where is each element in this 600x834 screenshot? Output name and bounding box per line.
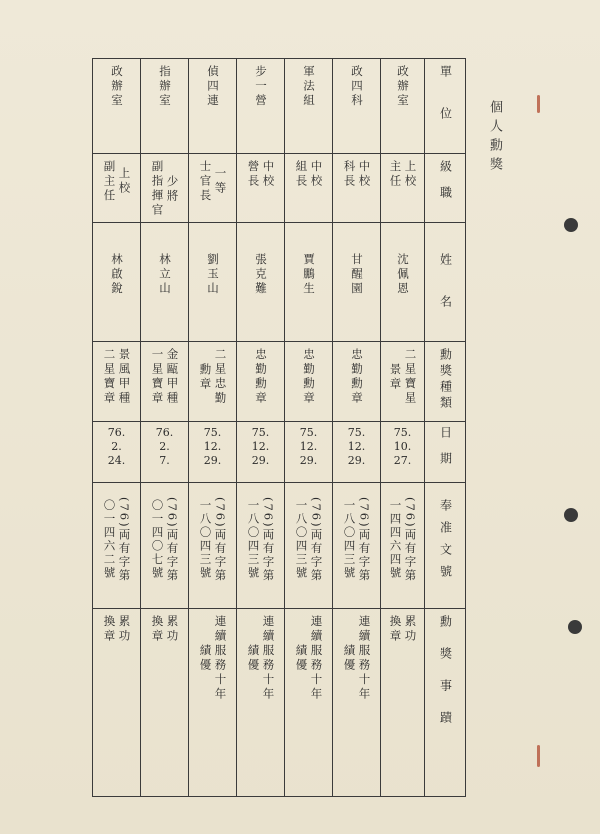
award-cell: 忠勤勳章	[350, 348, 364, 406]
header-doc: 奉准文號	[438, 499, 453, 587]
awards-table	[92, 58, 466, 797]
name-cell: 林啟銳	[110, 253, 124, 297]
unit-cell: 政四科	[350, 65, 364, 109]
header-unit: 單位	[438, 65, 453, 149]
reason-cell: 連續服務十年 績優	[294, 615, 324, 702]
unit-cell: 軍法組	[302, 65, 316, 109]
doc-cell: (76)両有字第 一八〇四三號	[198, 497, 228, 583]
rank-cell: 中校 營長	[246, 160, 276, 189]
row-doc	[93, 483, 466, 609]
header-reason: 勳獎事蹟	[438, 615, 453, 743]
page-side-title: 個人勳獎	[487, 100, 502, 176]
binder-hole	[564, 508, 578, 522]
reason-cell: 累功 換章	[150, 615, 180, 644]
name-cell: 劉玉山	[206, 253, 220, 297]
award-cell: 二星寶星 景章	[388, 348, 418, 406]
unit-cell: 政辦室	[110, 65, 124, 109]
reason-cell: 累功 換章	[388, 615, 418, 644]
unit-cell: 指辦室	[158, 65, 172, 109]
header-rank: 級職	[438, 160, 453, 212]
doc-cell: (76)両有字第 一四四六四號	[388, 497, 418, 583]
row-unit	[93, 59, 466, 154]
header-name: 姓名	[438, 253, 453, 337]
staple-mark	[537, 745, 540, 767]
award-cell: 金甌甲種 一星寶章	[150, 348, 180, 406]
reason-cell: 連續服務十年 績優	[246, 615, 276, 702]
date-cell: 75. 10. 27.	[393, 426, 412, 467]
rank-cell: 中校 科長	[342, 160, 372, 189]
rank-cell: 中校 組長	[294, 160, 324, 189]
doc-cell: (76)両有字第 〇一四六二號	[102, 497, 132, 583]
row-date	[93, 422, 466, 483]
unit-cell: 政辦室	[396, 65, 410, 109]
name-cell: 賈鵬生	[302, 253, 316, 297]
header-date: 日期	[438, 426, 453, 478]
award-cell: 景風甲種 二星寶章	[102, 348, 132, 406]
reason-cell: 累功 換章	[102, 615, 132, 644]
date-cell: 75. 12. 29.	[299, 426, 318, 467]
header-award: 勳獎種類	[438, 348, 453, 412]
name-cell: 林立山	[158, 253, 172, 297]
reason-cell: 連續服務十年 績優	[198, 615, 228, 702]
row-rank	[93, 154, 466, 223]
date-cell: 75. 12. 29.	[203, 426, 222, 467]
rank-cell: 上校 副主任	[102, 160, 132, 204]
binder-hole	[564, 218, 578, 232]
date-cell: 76. 2. 7.	[155, 426, 174, 467]
date-cell: 75. 12. 29.	[251, 426, 270, 467]
award-cell: 忠勤勳章	[302, 348, 316, 406]
doc-cell: (76)両有字第 一八〇四三號	[246, 497, 276, 583]
staple-mark	[537, 95, 540, 113]
doc-cell: (76)両有字第 〇一四〇七號	[150, 497, 180, 583]
row-reason	[93, 609, 466, 797]
name-cell: 張克難	[254, 253, 268, 297]
date-cell: 76. 2. 24.	[107, 426, 126, 467]
name-cell: 甘醒園	[350, 253, 364, 297]
doc-cell: (76)両有字第 一八〇四三號	[342, 497, 372, 583]
unit-cell: 步一營	[254, 65, 268, 109]
name-cell: 沈佩恩	[396, 253, 410, 297]
row-award	[93, 342, 466, 422]
reason-cell: 連續服務十年 績優	[342, 615, 372, 702]
rank-cell: 少將 副指揮官	[150, 160, 180, 218]
date-cell: 75. 12. 29.	[347, 426, 366, 467]
unit-cell: 偵四連	[206, 65, 220, 109]
row-name	[93, 223, 466, 342]
doc-cell: (76)両有字第 一八〇四三號	[294, 497, 324, 583]
award-cell: 忠勤勳章	[254, 348, 268, 406]
binder-hole	[568, 620, 582, 634]
rank-cell: 上校 主任	[388, 160, 418, 189]
rank-cell: 一等 士官長	[198, 160, 228, 204]
award-cell: 二星忠勤 勳章	[198, 348, 228, 406]
